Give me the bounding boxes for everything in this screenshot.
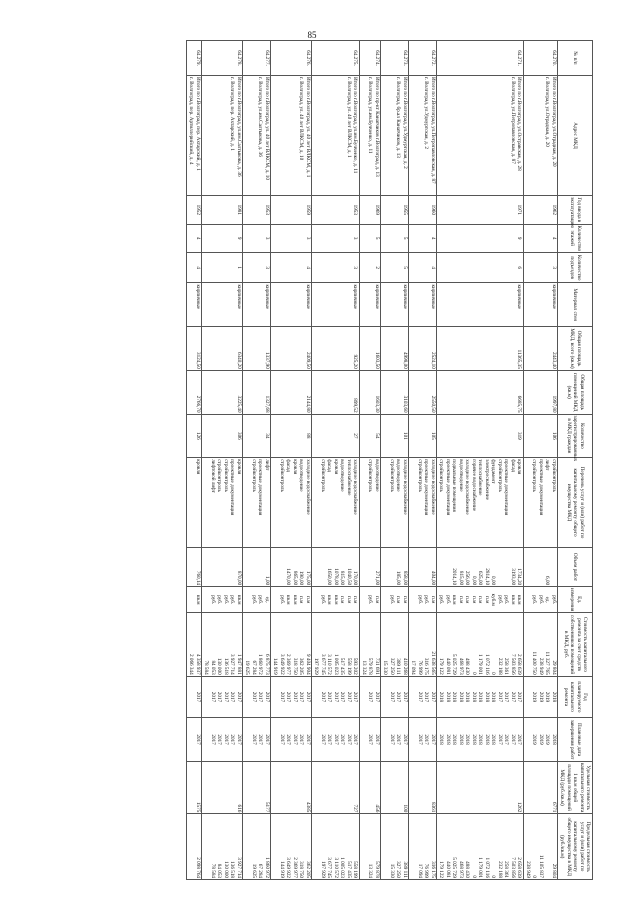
cell-people: 34 [243,414,271,458]
table-header-row [558,41,593,880]
header-cell: Год планируемого капитального ремонта [558,676,593,718]
cell-area2: 3225,40 [202,370,243,414]
table-row [360,41,382,880]
header-cell: Материал стен [558,283,593,327]
cell-n: 64.271. [437,41,524,76]
cell-year: 1953 [312,196,360,224]
cell-done: 2018 2019 2019 2019 [524,718,559,762]
cell-plan: 2017 2017 2017 2017 2017 [271,676,312,718]
cell-area: 2524,10 [409,327,437,371]
cell-cost: 21 638 565 316 175 76 999 17 094 [409,613,437,676]
cell-area2: 6685,75 [437,370,524,414]
header-cell: Год ввода в эксплуатацию [558,196,593,224]
cell-year: 1955 [381,196,409,224]
cell-wall: кирпичные [381,283,409,327]
cell-limit: 316 175 76 999 17 094 [409,814,437,880]
cell-unit: п.м руб. [360,587,382,613]
cell-cost: 731 691 579 878 13 324 [360,613,382,676]
cell-done: 2017 2017 2017 [409,718,437,762]
cell-plan: 2018 2019 2019 2019 [524,676,559,718]
cell-wall: кирпичные [360,283,382,327]
cell-floors: 3 [312,224,360,252]
cell-wall: кирпичные [524,283,559,327]
header-cell: Перечень услуг и (или) работ по капитальному ремонту общего имущества МКД [558,458,593,548]
header-cell: Адрес МКД [558,75,593,195]
cell-unit: кв.м [187,587,202,613]
cell-spec: 100 [381,761,409,813]
table-row [271,41,312,880]
cell-area2: 2144,80 [271,370,312,414]
cell-n: 64.278. [202,41,243,76]
cell-unit: п.м п.м руб. [381,587,409,613]
cell-wall: кирпичные [187,283,202,327]
cell-plan: 2017 2017 2017 2017 2017 2017 [312,676,360,718]
cell-limit: 362 205 318 750 2 369 977 3 649 922 144 919 [271,814,312,880]
cell-floors: 5 [360,224,382,252]
cell-works: холодное водоснабжение водоотведение стройконтроль [381,458,409,548]
cell-vol: 870,00 [202,547,243,586]
cell-entr: 4 [271,252,312,283]
table-row [409,41,437,880]
cell-spec: 616 [202,761,243,813]
cell-n: 64.273. [381,41,409,76]
cell-spec: 1575 [187,761,202,813]
cell-vol: 404,00 [409,547,437,586]
cell-vol: 6,00 [524,547,559,586]
cell-year: 1953 [243,196,271,224]
cell-addr: Итого по г.Волгоград, ул. 40 лет ВЛКСМ, д. 10 г. Волгоград, ул.им.Салтыкова, д. 36 [243,75,271,195]
cell-addr: Итого по пр-кт Канатчиков г.Волгоград, д. 13 г. Волгоград, ул.им.Бучченко, д. 11 [360,75,382,195]
cell-year: 1959 [271,196,312,224]
cell-works: кровля фасад проектные документация стройконтроль фундамент электроснабжение теплоснабжение горячее водоснабжение холодное водоснабжение водоотведение подвальные помещения проектные документация стройконтроль [437,458,524,548]
cell-unit: п.м п.м кв.м кв.м руб. [271,587,312,613]
rotated-table-container [33,40,593,880]
cell-done: 2017 2017 2017 2017 2017 [202,718,243,762]
cell-wall: кирпичные [271,283,312,327]
cell-entr: 3 [524,252,559,283]
cell-plan: 2017 2017 2017 2017 2018 2018 2018 2018 2018 2018 2018 2018 2018 [437,676,524,718]
cell-area: 3124,50 [187,327,202,371]
cell-done: 2017 2017 [360,718,382,762]
cell-n: 64.279. [187,41,202,76]
cell-cost: 29 804 11 327 765 238 949 11 400 750 [524,613,559,676]
table-row [187,41,202,880]
cell-works: кровля проектные документация стройконтроль стройконтроль лифтовой лифт [202,458,243,548]
cell-done: 2017 2017 2017 2017 2018 2018 2018 2018 2018 2018 2018 2018 2018 [437,718,524,762]
cell-area: 2409,50 [271,327,312,371]
cell-wall: кирпичные [437,283,524,327]
cell-wall: кирпичные [202,283,243,327]
page-number: 85 [307,30,317,40]
cell-addr: Итого по г.Волгоград, ул.им.Салтыкова, д. 36 г. Волгоград, пер. Ахтарский, д. 1 [202,75,243,195]
cell-limit: 1 860 972 67 284 19 625 [243,814,271,880]
table-row [202,41,243,880]
header-cell: № п/п [558,41,593,76]
cell-wall: кирпичные [243,283,271,327]
cell-floors: 4 [187,224,202,252]
cell-entr: 4 [409,252,437,283]
cell-wall: кирпичные [312,283,360,327]
cell-year: 1952 [187,196,202,224]
cell-spec: 456 [360,761,382,813]
cell-people: 27 [312,414,360,458]
cell-entr: 5 [381,252,409,283]
table-row [524,41,559,880]
cell-area: 1337,90 [243,327,271,371]
header-cell: Количество зарегистрированных в МКД граждан [558,414,593,458]
cell-works: холодное водоснабжение проектные документация стройконтроль [409,458,437,548]
cell-plan: 2017 2017 [360,676,382,718]
cell-year: 1962 [524,196,559,224]
cell-entr: 3 [312,252,360,283]
header-cell: Объем работ [558,547,593,586]
cell-people: 88 [271,414,312,458]
cell-works: водоотведение стройконтроль [360,458,382,548]
header-cell: Удельная стоимость капитального ремонта 1 кв.м общей площади помещений МКД (руб./кв.м) [559,762,592,813]
cell-n: 64.272. [409,41,437,76]
cell-vol: 1,00 [243,547,271,586]
cell-vol: 760,14 [187,547,202,586]
cell-cost: 1 947 881 3 927 714 136 518 130 000 84 053 78 584 [202,613,243,676]
table-row [243,41,271,880]
cell-works: лифт проектные документация стройконтроль [243,458,271,548]
capital-repair-table [187,40,594,880]
cell-addr: Итого по г.Волгоград, ул.им.Бучченко, д. 11 г. Волгоград, ул. 40 лет ВЛКСМ, д. 1 [312,75,360,195]
cell-n: 64.276. [271,41,312,76]
cell-area2: 2550,50 [409,370,437,414]
cell-people: 105 [409,414,437,458]
cell-spec: 727 [312,761,360,813]
cell-entr: 6 [437,252,524,283]
cell-cost: 6 875 773 1 860 972 67 284 19 625 [243,613,271,676]
cell-year: 1960 [409,196,437,224]
cell-area2: 3103,60 [381,370,409,414]
cell-limit: 579 878 13 324 [360,814,382,880]
cell-floors: 9 [202,224,243,252]
cell-spec: 8361 [409,761,437,813]
cell-area: 6340,20 [202,327,243,371]
header-cell: Общая площадь помещений МКД (кв.м) [558,370,593,414]
cell-limit: 3 927 714 136 518 130 000 84 053 78 584 [202,814,243,880]
table-body [187,41,558,880]
cell-limit: 558 199 517 435 1 005 023 3 110 572 3 677 745 197 929 [312,814,360,880]
cell-unit: руб. ед. руб. руб. [524,587,559,613]
cell-plan: 2017 2017 2017 2017 2017 [202,676,243,718]
cell-floors: 5 [381,224,409,252]
cell-area2: 1327,68 [243,370,271,414]
cell-floors: 3 [271,224,312,252]
cell-done: 2017 2017 2017 2017 2017 2017 [312,718,360,762]
cell-limit: 29 804 11 105 837 0 238 949 [524,814,559,880]
cell-area2: 1997,80 [524,370,559,414]
cell-cost: 2 658 639 7 503 856 258 361 232 188 0 1 072 116 1 179 001 0 488 430 468 973 5 025 729 440 081 179 122 [437,613,524,676]
cell-people: 106 [524,414,559,458]
cell-n: 64.277. [243,41,271,76]
cell-area2: 1603,30 [360,370,382,414]
cell-year: 1981 [202,196,243,224]
cell-entr: 2 [360,252,382,283]
header-cell: Ед. измерения [558,587,593,613]
cell-done: 2017 2017 2017 2017 2017 [271,718,312,762]
cell-done: 2017 2017 2017 [381,718,409,762]
cell-vol: 858,00 185,00 [381,547,409,586]
cell-area: 4998,00 [381,327,409,371]
cell-addr: Итого по г.Волгоград, ул.Остравская, д. 28 г. Волгоград, ул.Петропавловская, д. 87 [437,75,524,195]
cell-vol: 271,00 [360,547,382,586]
cell-cost: 4 358 937 2 066 344 [187,613,202,676]
cell-limit: 2 658 639 7 503 856 258 361 232 188 0 1 072 116 1 179 001 0 488 430 468 973 5 025 729 440 081 179 122 [437,814,524,880]
cell-limit: 389 111 327 250 15 330 [381,814,409,880]
cell-n: 64.270. [524,41,559,76]
cell-people: 54 [360,414,382,458]
cell-floors: 9 [437,224,524,252]
cell-addr: Итого по г.Волгоград, ул.Отрадная, д. 20 г. Волгоград, ул.Отрадная, д. 20 [524,75,559,195]
cell-wall: кирпичные [409,283,437,327]
table-row [437,41,524,880]
cell-works: кровля [187,458,202,548]
header-cell: Стоимость капитального ремонта за счет средств собственников помещений в МКД, руб. [558,613,593,676]
cell-unit: ед. руб. руб. [243,587,271,613]
cell-done: 2017 2017 2017 [243,718,271,762]
cell-spec: 6771 [524,761,559,813]
cell-unit: п.м п.м п.м кв.м кв.м руб. [312,587,360,613]
header-cell: Общая площадь МКД, всего (кв.м) [558,327,593,371]
cell-year: 1971 [437,196,524,224]
header-cell: Плановые дата завершения работ [558,718,593,762]
cell-cost: 9 404 904 362 205 318 750 2 369 977 3 649 922 144 919 [271,613,312,676]
cell-floors: 4 [524,224,559,252]
cell-people: 126 [187,414,202,458]
cell-works: холодное водоснабжение водоотведение кровля фасад стройконтроль [271,458,312,548]
cell-plan: 2017 2017 2017 [381,676,409,718]
cell-works: холодное водоснабжение теплоснабжение водоотведение кровля фасад стройконтроль [312,458,360,548]
cell-cost: 410 268 389 111 327 250 15 330 [381,613,409,676]
table-row [381,41,409,880]
cell-vol: 170,00 1040,50 815,00 1078,00 1650,00 [312,547,360,586]
header-cell: Предельная стоимость услуг и (или) работ по капитальному ремонту общего имущества в МКД (руб./кв.м) [558,814,593,880]
cell-n: 64.275. [312,41,360,76]
cell-entr: 1 [202,252,243,283]
cell-unit: кв.м кв.м руб. руб. куб.м п.м п.м п.м п.м п.м кв.м руб. руб. [437,587,524,613]
cell-vol: 175,00 190,00 865,00 1470,00 [271,547,312,586]
cell-people: 306 [202,414,243,458]
cell-addr: Итого по г.Волгоград, ул. 40 лет ВЛКСМ, д. 1 г. Волгоград, ул. 40 лет ВЛКСМ, д. 10 [271,75,312,195]
cell-area: 1603,50 [360,327,382,371]
cell-spec: 5177 [243,761,271,813]
cell-limit: 2 098 764 [187,814,202,880]
cell-spec: 1262 [437,761,524,813]
cell-unit: п.м руб. руб. [409,587,437,613]
header-cell: Количество подъездов [558,252,593,283]
cell-area2: 2766,70 [187,370,202,414]
cell-works: стройконтроль лифт проектные документация стройконтроль [524,458,559,548]
cell-spec: 4385 [271,761,312,813]
cell-addr: Итого по г.Волгоград, ул.Петропавловская, д. 87 г. Волгоград, ул.Удмуртская, д. 2 [409,75,437,195]
cell-area2: 899,52 [312,370,360,414]
cell-done: 2017 [187,718,202,762]
cell-people: 319 [437,414,524,458]
cell-floors: 3 [243,224,271,252]
cell-addr: Итого по г.Волгоград, пер. Ахтарский, д. 1 г. Волгоград, пер. Артиллерийский, д. 4 [187,75,202,195]
cell-unit: кв.м руб. руб. руб. руб. [202,587,243,613]
cell-addr: Итого по г.Волгоград, ул.Удмуртская, д. 2 г. Волгоград, бр.ал Канатчиков, д. 13 [381,75,409,195]
cell-plan: 2017 2017 2017 [409,676,437,718]
cell-floors: 4 [409,224,437,252]
cell-year: 1969 [360,196,382,224]
header-cell: Количество этажей [558,224,593,252]
cell-people: 101 [381,414,409,458]
cell-plan: 2017 2017 2017 [243,676,271,718]
cell-area: 2443,40 [524,327,559,371]
cell-n: 64.274. [360,41,382,76]
cell-area: 11365,35 [437,327,524,371]
cell-plan: 2017 [187,676,202,718]
table-row [312,41,360,880]
cell-entr: 3 [243,252,271,283]
cell-cost: 593 202 558 199 517 435 1 005 023 3 110 572 3 677 745 197 929 [312,613,360,676]
cell-area: 925,20 [312,327,360,371]
cell-entr: 4 [187,252,202,283]
cell-vol: 1734,20 3193,00 0,00 2814,10 625,00 0,00 256,00 815,00 2014,10 [437,547,524,586]
